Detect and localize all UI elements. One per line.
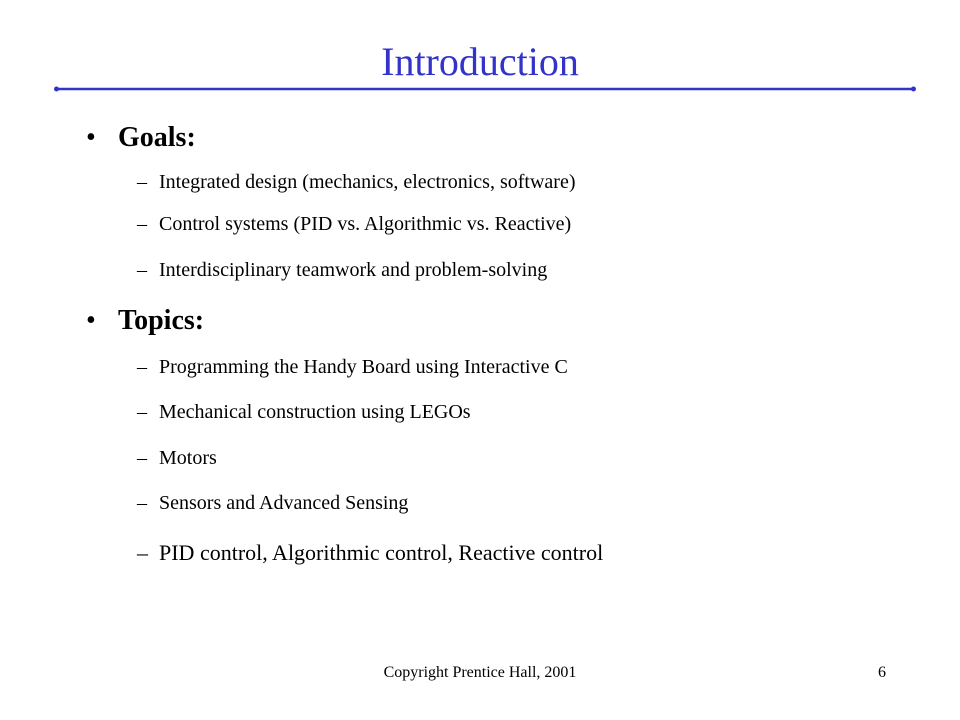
- dash-icon: –: [137, 492, 147, 514]
- list-item: – Control systems (PID vs. Algorithmic vs. Reactive): [137, 213, 572, 235]
- list-item: – Integrated design (mechanics, electronics, software): [137, 171, 576, 193]
- dash-icon: –: [137, 447, 147, 469]
- section-heading-topics: [86, 304, 204, 338]
- dash-icon: –: [137, 540, 148, 565]
- title-divider: [54, 87, 916, 90]
- dash-icon: –: [137, 401, 147, 423]
- list-item: – Interdisciplinary teamwork and problem-solving: [137, 259, 548, 281]
- section-heading-goals: [86, 121, 196, 155]
- list-item: – Sensors and Advanced Sensing: [137, 492, 409, 514]
- heading-text: Topics:: [118, 305, 205, 336]
- page-number: 6: [878, 664, 886, 681]
- list-item: – Mechanical construction using LEGOs: [137, 401, 471, 423]
- dash-icon: –: [137, 259, 147, 281]
- list-item: – PID control, Algorithmic control, Reactive control: [137, 540, 604, 565]
- footer-copyright: Copyright Prentice Hall, 2001: [383, 664, 577, 681]
- dash-icon: –: [137, 171, 147, 193]
- slide-title: Introduction: [381, 39, 579, 84]
- dash-icon: –: [137, 213, 147, 235]
- bullet-icon: •: [86, 122, 96, 153]
- list-item: – Motors: [137, 447, 217, 469]
- list-item: – Programming the Handy Board using Interactive C: [137, 356, 568, 378]
- heading-text: Goals:: [118, 122, 196, 153]
- bullet-icon: •: [86, 305, 96, 336]
- dash-icon: –: [137, 356, 147, 378]
